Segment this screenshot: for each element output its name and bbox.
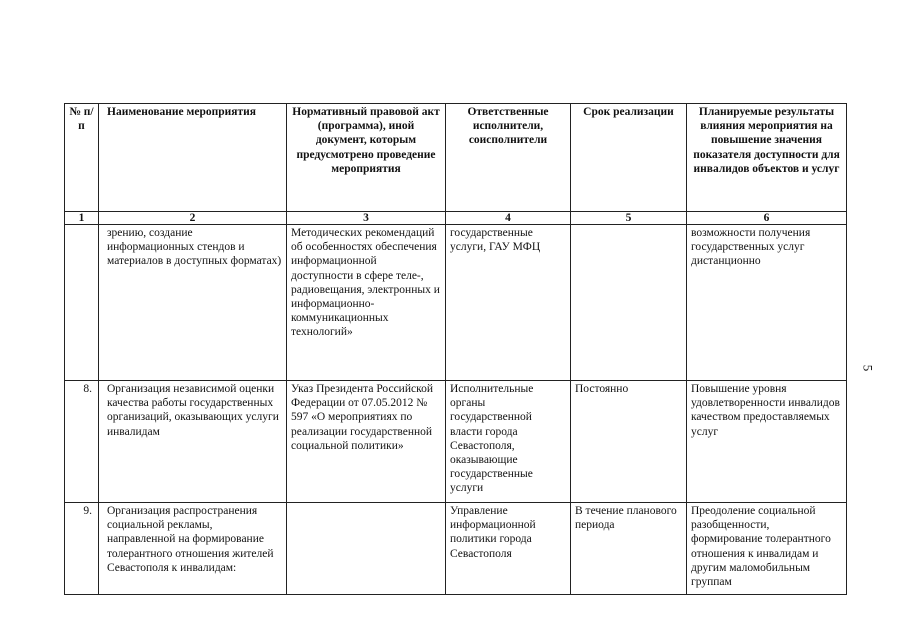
- column-number: 2: [99, 212, 287, 225]
- event-name-cell: Организация независимой оценки качества работы государственных организаций, оказывающих услуги инвалидам: [99, 381, 287, 503]
- results-cell: возможности получения государственных услуг дистанционно: [687, 225, 847, 381]
- header-legal-act: Нормативный правовой акт (программа), иной документ, которым предусмотрено проведение мероприятия: [287, 104, 446, 212]
- event-name-cell: зрению, создание информационных стендов и материалов в доступных форматах): [99, 225, 287, 381]
- column-number-row: [65, 212, 847, 225]
- header-number: № п/п: [65, 104, 99, 212]
- legal-act-cell: Указ Президента Российской Федерации от 07.05.2012 № 597 «О мероприятиях по реализации государственной социальной политики»: [287, 381, 446, 503]
- table-row: [65, 381, 847, 503]
- legal-act-cell: Методических рекомендаций об особенностях обеспечения информационной доступности в сфере теле-, радиовещания, электронных и информационно-коммуникационных технологий»: [287, 225, 446, 381]
- table-row: [65, 503, 847, 595]
- column-number: 5: [571, 212, 687, 225]
- term-cell: [571, 225, 687, 381]
- event-name-cell: Организация распространения социальной рекламы, направленной на формирование толерантного отношения жителей Севастополя к инвалидам:: [99, 503, 287, 595]
- table-header-row: [65, 104, 847, 212]
- row-number: 8.: [65, 381, 99, 503]
- page-number: 5: [860, 364, 876, 372]
- header-event-name: Наименование мероприятия: [99, 104, 287, 212]
- table-row: [65, 225, 847, 381]
- column-number: 6: [687, 212, 847, 225]
- results-cell: Повышение уровня удовлетворенности инвалидов качеством предоставляемых услуг: [687, 381, 847, 503]
- column-number: 1: [65, 212, 99, 225]
- legal-act-cell: [287, 503, 446, 595]
- column-number: 3: [287, 212, 446, 225]
- executors-cell: Управление информационной политики города Севастополя: [446, 503, 571, 595]
- executors-cell: Исполнительные органы государственной власти города Севастополя, оказывающие государственные услуги: [446, 381, 571, 503]
- measures-table: [64, 103, 847, 595]
- header-results: Планируемые результаты влияния мероприятия на повышение значения показателя доступности для инвалидов объектов и услуг: [687, 104, 847, 212]
- results-cell: Преодоление социальной разобщенности, формирование толерантного отношения к инвалидам и другим маломобильным группам: [687, 503, 847, 595]
- header-executors: Ответственные исполнители, соисполнители: [446, 104, 571, 212]
- row-number: 9.: [65, 503, 99, 595]
- column-number: 4: [446, 212, 571, 225]
- row-number: [65, 225, 99, 381]
- term-cell: В течение планового периода: [571, 503, 687, 595]
- term-cell: Постоянно: [571, 381, 687, 503]
- header-term: Срок реализации: [571, 104, 687, 212]
- executors-cell: государственные услуги, ГАУ МФЦ: [446, 225, 571, 381]
